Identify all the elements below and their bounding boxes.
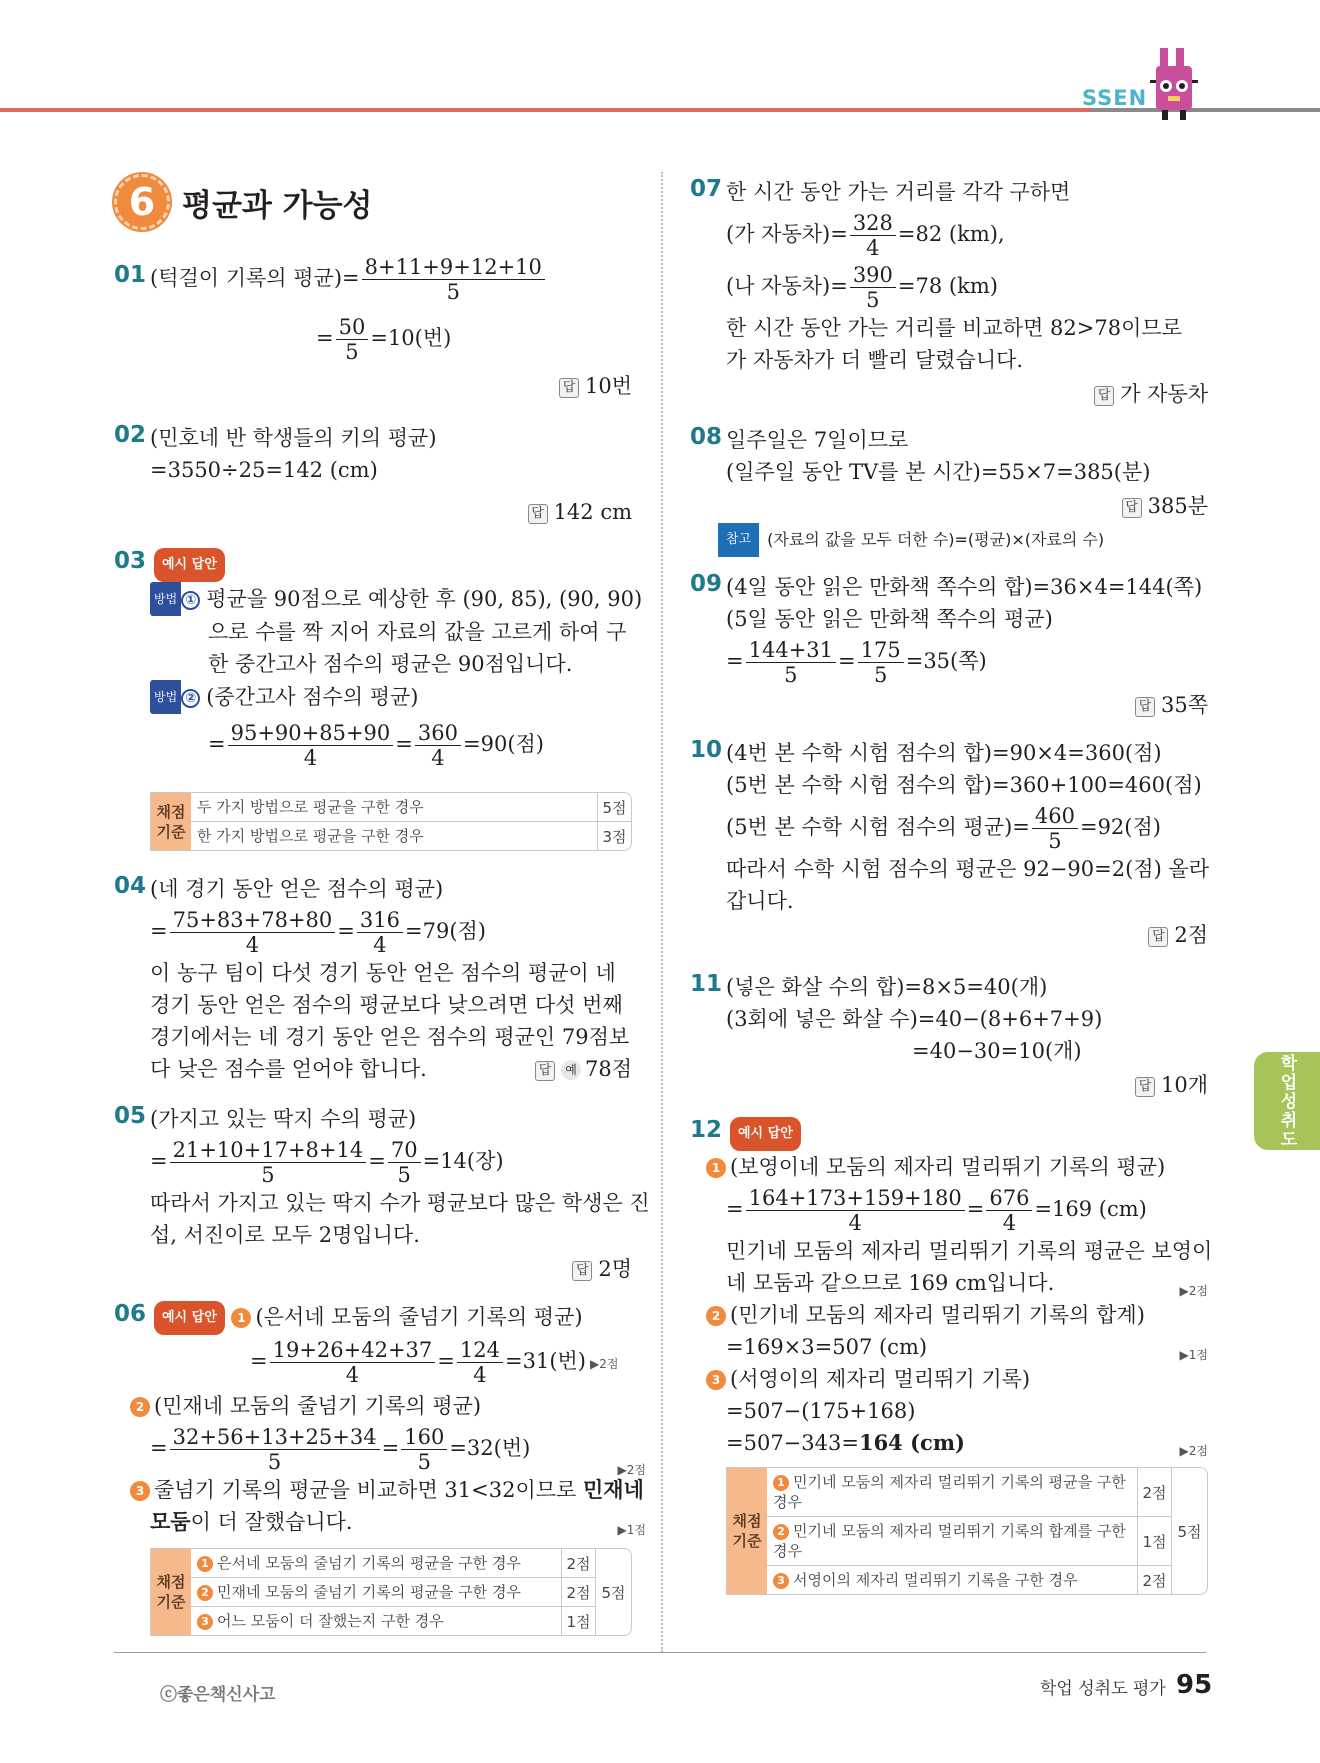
problem-number: 05 xyxy=(114,1103,147,1129)
problem-number: 09 xyxy=(690,571,723,597)
equation: = $\frac{50}{5}$ =10(번) xyxy=(316,315,452,364)
problem-12: 12 예시 답안 1 (보영이네 모둠의 제자리 멀리뛰기 기록의 평균) = $\frac{164+173+159+180}{4}$ = $\frac{676}{4}$ =169 (cm) 민기네 모둠의 제자리 멀리뛰기 기록의 평균은 보영이 네 모둠과 같으므로 169 cm입니다. ▶2점 2 (민기네 모둠의 제자리 멀리뛰기 기록의 합계) =169×3=507 (cm) ▶1점 3 (서영이의 제자리 멀리뛰기 기록) =507−(175+168) =507−343=164 (cm) ▶2점 채점 기준 1 민기네 모둠의 제자리 멀리뛰기 기록의 평균을 구한 경우 2점 2 민기네 모둠의 제자리 멀리뛰기 기록의 합계를 구한 경우 1점 3 서영이의 제자리 멀리뛰기 기록을 구한 경우 2점 5점 xyxy=(690,1117,1208,1595)
example-answer-badge: 예시 답안 xyxy=(154,548,225,582)
step-1-icon: 1 xyxy=(706,1158,726,1178)
equation: (턱걸이 기록의 평균)= $\frac{8+11+9+12+10}{5}$ xyxy=(150,248,632,308)
answer-icon: 답 xyxy=(1122,498,1142,518)
mascot-icon xyxy=(1146,44,1206,124)
equation: (5번 본 수학 시험 점수의 평균)= $\frac{460}{5}$ =92(점) xyxy=(726,804,1161,853)
step-3-icon: 3 xyxy=(130,1481,150,1501)
section-number-badge: 6 xyxy=(114,174,170,230)
grading-row: 1 은서네 모둠의 줄넘기 기록의 평균을 구한 경우 2점 xyxy=(191,1549,595,1578)
answer-icon: 답 xyxy=(1135,697,1155,717)
brand-logo: SSEN xyxy=(1082,86,1148,110)
answer-icon: 답 xyxy=(1148,927,1168,947)
right-column xyxy=(690,176,1213,1595)
fraction: $\frac{50}{5}$ xyxy=(336,315,369,364)
problem-05: 05 (가지고 있는 딱지 수의 평균) = $\frac{21+10+17+8+14}{5}$ = $\frac{70}{5}$ =14(장) 따라서 가지고 있는 딱지 수가 평균보다 많은 학생은 진 섭, 서진이로 모두 2명입니다. 답 2명 xyxy=(114,1103,632,1285)
fraction: $\frac{316}{4}$ xyxy=(357,908,403,957)
grading-row: 두 가지 방법으로 평균을 구한 경우 5점 xyxy=(191,793,631,822)
grading-table xyxy=(150,792,632,851)
step-3-icon: 3 xyxy=(706,1370,726,1390)
grading-label: 채점 기준 xyxy=(151,1549,191,1635)
equation: (가 자동차)= $\frac{328}{4}$ =82 (km), xyxy=(726,211,1005,260)
fraction: $\frac{676}{4}$ xyxy=(986,1186,1032,1235)
fraction: $\frac{164+173+159+180}{4}$ xyxy=(746,1186,965,1235)
step-2-icon: 2 xyxy=(130,1397,150,1417)
grading-label: 채점 기준 xyxy=(151,793,191,850)
fraction: $\frac{460}{5}$ xyxy=(1032,804,1078,853)
problem-06: 06 예시 답안 1 (은서네 모둠의 줄넘기 기록의 평균) = $\frac{19+26+42+37}{4}$ = $\frac{124}{4}$ =31(번) ▶2점 2 (민재네 모둠의 줄넘기 기록의 평균) = $\frac{32+56+13+25+34}{5}$ = $\frac{160}{5}$ =32(번) ▶2점 3 줄넘기 기록의 평균을 비교하면 31<32이므로 민재네 모둠이 더 잘했습니다. ▶1점 채점 기준 1 은서네 모둠의 줄넘기 기록의 평균을 구한 경우 2점 2 민재네 모둠의 줄넘기 기록의 평균을 구한 경우 2점 3 어느 모둠이 더 잘했는지 구한 경우 1점 5점 xyxy=(114,1301,632,1636)
answer: 답 10개 xyxy=(726,1069,1208,1101)
grading-total: 5점 xyxy=(595,1549,631,1635)
grading-row: 3 서영이의 제자리 멀리뛰기 기록을 구한 경우 2점 xyxy=(767,1566,1171,1594)
fraction: $\frac{8+11+9+12+10}{5}$ xyxy=(362,255,545,304)
method-badge: 방법 xyxy=(150,680,181,714)
footer-rule xyxy=(114,1652,1206,1653)
left-column xyxy=(114,170,650,1636)
answer-icon: 답 xyxy=(1135,1077,1155,1097)
fraction: $\frac{21+10+17+8+14}{5}$ xyxy=(170,1138,367,1187)
equation: = $\frac{164+173+159+180}{4}$ = $\frac{676}{4}$ =169 (cm) xyxy=(726,1186,1147,1235)
fraction: $\frac{175}{5}$ xyxy=(858,638,904,687)
answer-icon: 답 xyxy=(559,378,579,398)
problem-number: 04 xyxy=(114,873,147,899)
side-tab-achievement[interactable]: 학업성취도 xyxy=(1254,1052,1320,1150)
problem-number: 07 xyxy=(690,176,723,202)
equation: = $\frac{32+56+13+25+34}{5}$ = $\frac{160}{5}$ =32(번) ▶2점 xyxy=(150,1425,646,1477)
problem-number: 11 xyxy=(690,971,723,997)
problem-number: 02 xyxy=(114,422,147,448)
problem-number: 12 xyxy=(690,1117,723,1143)
problem-03: 03 예시 답안 방법 ① 평균을 90점으로 예상한 후 (90, 85), (90, 90) 으로 수를 짝 지어 자료의 값을 고르게 하여 구 한 중간고사 점수의 평균은 90점입니다. 방법 ② (중간고사 점수의 평균) = $\frac{95+90+85+90}{4}$ = $\frac{360}{4}$ =90(점) 채점 기준 두 가지 방법으로 평균을 구한 경우 5점 한 가지 방법으로 평균을 구한 경우 3점 xyxy=(114,548,632,851)
reference-badge: 참고 xyxy=(718,523,759,557)
example-icon: 예 xyxy=(561,1060,581,1080)
section-heading xyxy=(114,170,632,234)
fraction: $\frac{390}{5}$ xyxy=(850,263,896,312)
answer-icon: 답 xyxy=(572,1261,592,1281)
fraction: $\frac{144+31}{5}$ xyxy=(746,638,836,687)
problem-number: 03 xyxy=(114,548,147,574)
problem-number: 06 xyxy=(114,1301,147,1327)
example-answer-badge: 예시 답안 xyxy=(730,1117,801,1151)
answer: 답 가 자동차 xyxy=(726,378,1208,410)
publisher-logo: ⓒ좋은책신사고 xyxy=(160,1685,276,1705)
grading-row: 3 어느 모둠이 더 잘했는지 구한 경우 1점 xyxy=(191,1607,595,1635)
footer-label: 학업 성취도 평가 xyxy=(1040,1679,1166,1699)
grading-total: 5점 xyxy=(1171,1468,1207,1594)
problem-11: 11 (넣은 화살 수의 합)=8×5=40(개) (3회에 넣은 화살 수)=40−(8+6+7+9) =40−30=10(개) 답 10개 xyxy=(690,971,1208,1101)
step-1-icon: 1 xyxy=(231,1308,251,1328)
section-title: 평균과 가능성 xyxy=(182,187,373,224)
fraction: $\frac{124}{4}$ xyxy=(457,1338,503,1387)
example-answer-badge: 예시 답안 xyxy=(154,1301,225,1335)
grading-row: 1 민기네 모둠의 제자리 멀리뛰기 기록의 평균을 구한 경우 2점 xyxy=(767,1468,1171,1517)
equation: = $\frac{21+10+17+8+14}{5}$ = $\frac{70}{5}$ =14(장) xyxy=(150,1138,504,1187)
fraction: $\frac{32+56+13+25+34}{5}$ xyxy=(170,1425,380,1474)
step-2-icon: 2 xyxy=(706,1306,726,1326)
fraction: $\frac{160}{5}$ xyxy=(401,1425,447,1474)
fraction: $\frac{70}{5}$ xyxy=(388,1138,421,1187)
grading-label: 채점 기준 xyxy=(727,1468,767,1594)
problem-01 xyxy=(114,248,632,402)
answer: 답 142 cm xyxy=(150,496,632,528)
problem-07: 07 한 시간 동안 가는 거리를 각각 구하면 (가 자동차)= $\frac{328}{4}$ =82 (km), (나 자동차)= $\frac{390}{5}$ =78 (km) 한 시간 동안 가는 거리를 비교하면 82>78이므로 가 자동차가 더 빨리 달렸습니다. 답 가 자동차 xyxy=(690,176,1208,410)
problem-04: 04 (네 경기 동안 얻은 점수의 평균) = $\frac{75+83+78+80}{4}$ = $\frac{316}{4}$ =79(점) 이 농구 팀이 다섯 경기 동안 얻은 점수의 평균이 네 경기 동안 얻은 점수의 평균보다 낮으려면 다섯 번째 경기에서는 네 경기 동안 얻은 점수의 평균인 79점보 다 낮은 점수를 얻어야 합니다. 답 예 78점 xyxy=(114,873,632,1085)
fraction: $\frac{360}{4}$ xyxy=(415,721,461,770)
problem-number: 08 xyxy=(690,424,723,450)
fraction: $\frac{95+90+85+90}{4}$ xyxy=(228,721,394,770)
answer: 답 385분 xyxy=(726,490,1208,522)
equation: = $\frac{95+90+85+90}{4}$ = $\frac{360}{4}$ =90(점) xyxy=(208,721,544,770)
answer: 답 예 78점 xyxy=(535,1053,632,1085)
grading-row: 2 민기네 모둠의 제자리 멀리뛰기 기록의 합계를 구한 경우 1점 xyxy=(767,1517,1171,1566)
fraction: $\frac{75+83+78+80}{4}$ xyxy=(170,908,336,957)
problem-number: 10 xyxy=(690,737,723,763)
equation: = $\frac{75+83+78+80}{4}$ = $\frac{316}{4}$ =79(점) xyxy=(150,908,486,957)
answer: 답 2점 xyxy=(726,919,1208,951)
grading-table xyxy=(150,1548,632,1636)
problem-10: 10 (4번 본 수학 시험 점수의 합)=90×4=360(점) (5번 본 수학 시험 점수의 합)=360+100=460(점) (5번 본 수학 시험 점수의 평균)= $\frac{460}{5}$ =92(점) 따라서 수학 시험 점수의 평균은 92−90=2(점) 올라 갑니다. 답 2점 xyxy=(690,737,1208,951)
grading-row: 2 민재네 모둠의 줄넘기 기록의 평균을 구한 경우 2점 xyxy=(191,1578,595,1607)
answer: 답 2명 xyxy=(150,1253,632,1285)
equation: = $\frac{19+26+42+37}{4}$ = $\frac{124}{4}$ =31(번) ▶2점 xyxy=(250,1338,619,1387)
answer-icon: 답 xyxy=(535,1061,555,1081)
fraction: $\frac{19+26+42+37}{4}$ xyxy=(270,1338,436,1387)
problem-02: 02 (민호네 반 학생들의 키의 평균) =3550÷25=142 (cm) 답 142 cm xyxy=(114,422,632,528)
equation: (나 자동차)= $\frac{390}{5}$ =78 (km) xyxy=(726,263,998,312)
answer: 답 10번 xyxy=(150,370,632,402)
method-badge: 방법 xyxy=(150,582,181,616)
equation: = $\frac{144+31}{5}$ = $\frac{175}{5}$ =35(쪽) xyxy=(726,638,987,687)
answer-icon: 답 xyxy=(1094,386,1114,406)
problem-08: 08 일주일은 7일이므로 (일주일 동안 TV를 본 시간)=55×7=385(분) 답 385분 참고 (자료의 값을 모두 더한 수)=(평균)×(자료의 수) xyxy=(690,424,1208,557)
column-divider xyxy=(661,172,663,1652)
problem-number: 01 xyxy=(114,262,147,288)
page-number: 95 xyxy=(1176,1670,1213,1700)
fraction: $\frac{328}{4}$ xyxy=(850,211,896,260)
answer: 답 35쪽 xyxy=(726,689,1208,721)
grading-row: 한 가지 방법으로 평균을 구한 경우 3점 xyxy=(191,822,631,850)
problem-09: 09 (4일 동안 읽은 만화책 쪽수의 합)=36×4=144(쪽) (5일 동안 읽은 만화책 쪽수의 평균) = $\frac{144+31}{5}$ = $\frac{175}{5}$ =35(쪽) 답 35쪽 xyxy=(690,571,1208,721)
answer-icon: 답 xyxy=(528,504,548,524)
grading-table xyxy=(726,1467,1208,1595)
